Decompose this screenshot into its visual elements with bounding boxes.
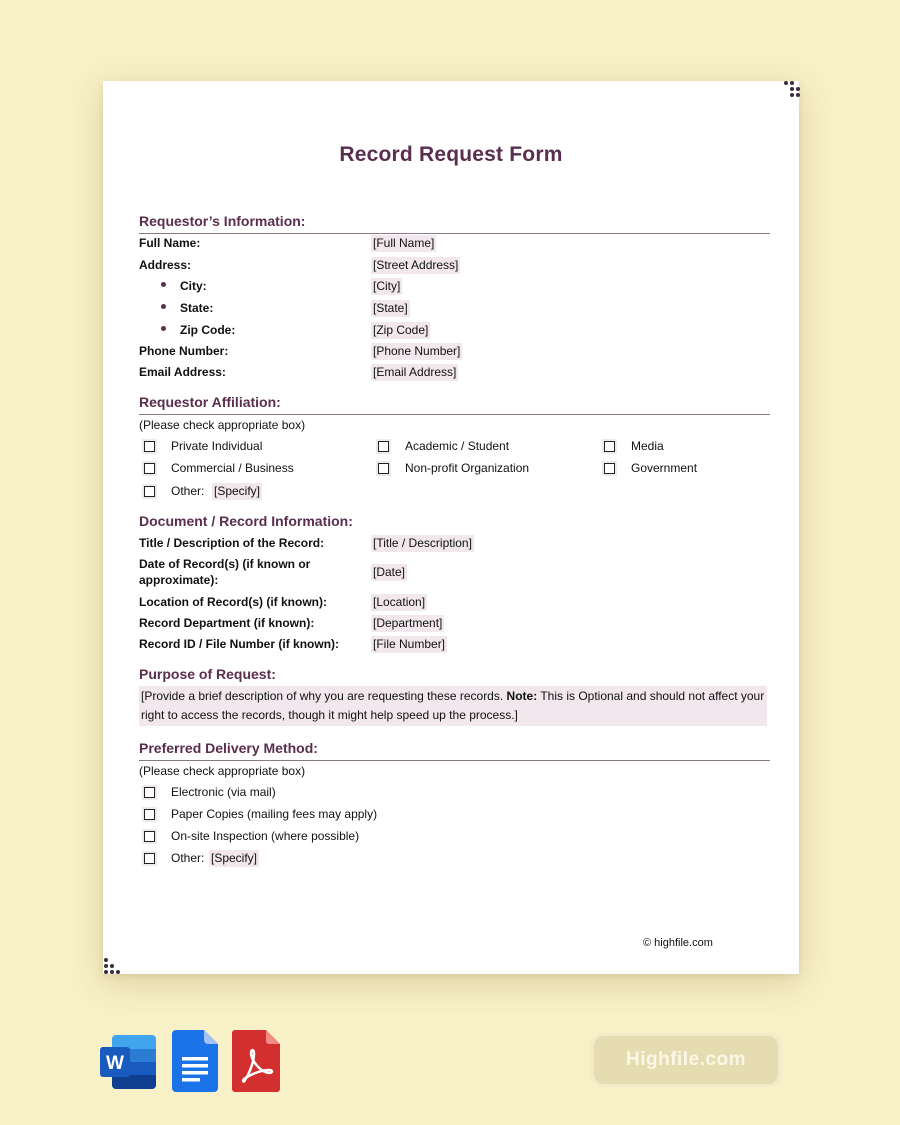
option-label: Government: [631, 461, 698, 475]
option-label: Commercial / Business: [171, 461, 294, 475]
option-label: Private Individual: [171, 439, 263, 453]
record-date-label-line2: approximate):: [139, 573, 219, 587]
state-field[interactable]: [State]: [373, 301, 408, 315]
record-id-field[interactable]: [File Number]: [373, 637, 446, 651]
option-label: Paper Copies (mailing fees may apply): [171, 807, 378, 821]
purpose-field[interactable]: [139, 686, 767, 726]
checkbox-academic-student[interactable]: [378, 441, 389, 452]
document-heading: Document / Record Information:: [139, 513, 353, 529]
option-label: Other:: [171, 851, 205, 865]
purpose-text-continued: This is Optional and should not affect your right to access the records, though it might help speed up the process.]: [141, 689, 765, 722]
affiliation-instructions: (Please check appropriate box): [139, 418, 306, 432]
record-location-label: Location of Record(s) (if known):: [139, 595, 327, 609]
zip-code-label: Zip Code:: [180, 323, 236, 337]
record-department-label: Record Department (if known):: [139, 616, 315, 630]
state-label: State:: [180, 301, 214, 315]
checkbox-paper-copies[interactable]: [144, 809, 155, 820]
checkbox-media[interactable]: [604, 441, 615, 452]
document-page: [103, 81, 799, 974]
street-address-field[interactable]: [Street Address]: [373, 258, 459, 272]
option-label: Electronic (via mail): [171, 785, 276, 799]
requestor-heading: Requestor’s Information:: [139, 213, 770, 234]
google-docs-icon[interactable]: [172, 1030, 218, 1097]
checkbox-private-individual[interactable]: [144, 441, 155, 452]
checkbox-non-profit[interactable]: [378, 463, 389, 474]
delivery-heading: Preferred Delivery Method:: [139, 740, 770, 761]
checkbox-affiliation-other[interactable]: [144, 486, 155, 497]
word-icon[interactable]: [100, 1033, 158, 1096]
city-field[interactable]: [City]: [373, 279, 401, 293]
record-date-field[interactable]: [Date]: [373, 565, 406, 579]
phone-field[interactable]: [Phone Number]: [373, 344, 461, 358]
copyright: © highfile.com: [643, 937, 713, 949]
delivery-other-field[interactable]: [Specify]: [211, 851, 258, 865]
pdf-icon[interactable]: [232, 1030, 280, 1097]
record-title-field[interactable]: [Title / Description]: [373, 536, 472, 550]
phone-label: Phone Number:: [139, 344, 229, 358]
affiliation-heading: Requestor Affiliation:: [139, 394, 770, 415]
word-icon-letter: W: [106, 1053, 124, 1074]
checkbox-delivery-other[interactable]: [144, 853, 155, 864]
option-label: Non-profit Organization: [405, 461, 530, 475]
record-title-label: Title / Description of the Record:: [139, 536, 325, 550]
option-label: Media: [631, 439, 664, 453]
record-department-field[interactable]: [Department]: [373, 616, 443, 630]
bullet-icon: [161, 304, 166, 309]
record-date-label: Date of Record(s) (if known or: [139, 557, 311, 571]
email-label: Email Address:: [139, 365, 226, 379]
page-title: Record Request Form: [339, 143, 563, 166]
email-field[interactable]: [Email Address]: [373, 365, 457, 379]
bullet-icon: [161, 326, 166, 331]
highfile-badge[interactable]: Highfile.com: [594, 1036, 778, 1084]
option-label: Other:: [171, 484, 205, 498]
checkbox-commercial-business[interactable]: [144, 463, 155, 474]
checkbox-government[interactable]: [604, 463, 615, 474]
full-name-label: Full Name:: [139, 236, 201, 250]
city-label: City:: [180, 279, 207, 293]
bullet-icon: [161, 282, 166, 287]
affiliation-other-field[interactable]: [Specify]: [214, 484, 261, 498]
option-label: Academic / Student: [405, 439, 510, 453]
full-name-field[interactable]: [Full Name]: [373, 236, 435, 250]
option-label: On-site Inspection (where possible): [171, 829, 360, 843]
record-id-label: Record ID / File Number (if known):: [139, 637, 340, 651]
checkbox-onsite-inspection[interactable]: [144, 831, 155, 842]
purpose-text: [Provide a brief description of why you are requesting these records.: [141, 689, 507, 703]
zip-code-field[interactable]: [Zip Code]: [373, 323, 429, 337]
purpose-heading: Purpose of Request:: [139, 666, 276, 682]
checkbox-electronic[interactable]: [144, 787, 155, 798]
record-location-field[interactable]: [Location]: [373, 595, 426, 609]
purpose-note-label: Note:: [506, 689, 538, 703]
address-label: Address:: [139, 258, 192, 272]
delivery-instructions: (Please check appropriate box): [139, 764, 306, 778]
